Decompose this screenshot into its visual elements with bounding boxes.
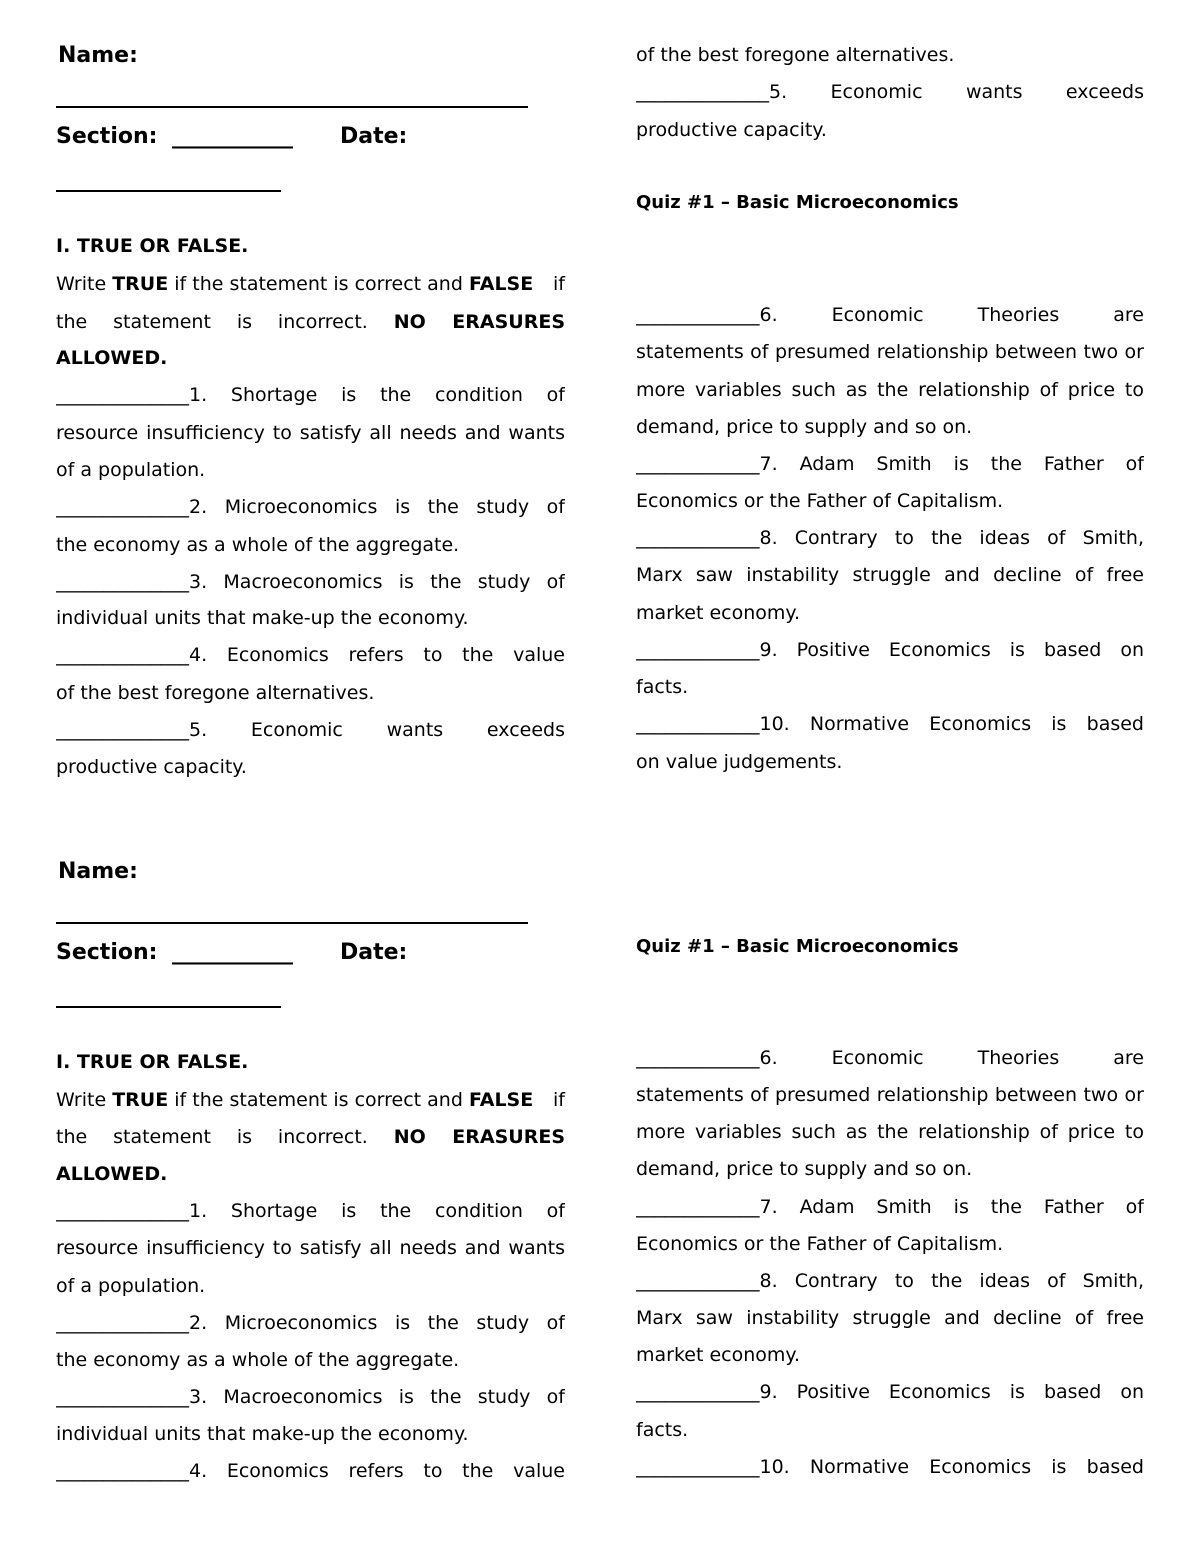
item-7-line-1: _____________7. Adam Smith is the Father of <box>636 1196 1144 1218</box>
date-label: Date: <box>340 940 408 965</box>
item-7-line-2: Economics or the Father of Capitalism. <box>636 1233 1004 1255</box>
section-heading: I. TRUE OR FALSE. <box>56 235 249 257</box>
instr-if: if <box>553 273 565 295</box>
section-blank: ___________ <box>172 940 293 965</box>
date-blank-line <box>56 1006 281 1008</box>
instr-line2: the statement is incorrect. <box>56 311 368 333</box>
name-label: Name: <box>58 859 138 884</box>
instr-true: TRUE <box>112 273 169 295</box>
item-9-line-2: facts. <box>636 676 689 698</box>
item-3-line-1: ______________3. Macroeconomics is the study of <box>56 571 565 593</box>
item-1-line-2: resource insufficiency to satisfy all needs and wants <box>56 422 565 444</box>
item-2-line-1: ______________2. Microeconomics is the study of <box>56 496 565 518</box>
item-6-line-3: more variables such as the relationship of price to <box>636 379 1144 401</box>
item-10-line-1: _____________10. Normative Economics is based <box>636 713 1144 735</box>
item-3-line-1: ______________3. Macroeconomics is the study of <box>56 1386 565 1408</box>
item-9-line-1: _____________9. Positive Economics is based on <box>636 1381 1144 1403</box>
section-heading: I. TRUE OR FALSE. <box>56 1051 249 1073</box>
section-blank: ___________ <box>172 124 293 149</box>
item-5-line-1: ______________5. Economic wants exceeds <box>56 719 565 741</box>
instructions-allowed: ALLOWED. <box>56 347 168 369</box>
item-6-line-4: demand, price to supply and so on. <box>636 1158 973 1180</box>
item-7-line-1: _____________7. Adam Smith is the Father of <box>636 453 1144 475</box>
item-6-line-2: statements of presumed relationship between two or <box>636 1084 1144 1106</box>
item-10-line-2: on value judgements. <box>636 751 843 773</box>
item-2-line-2: the economy as a whole of the aggregate. <box>56 1349 460 1371</box>
item-1-line-3: of a population. <box>56 459 206 481</box>
quiz-title: Quiz #1 – Basic Microeconomics <box>636 192 959 213</box>
item-4-line-2: of the best foregone alternatives. <box>56 682 375 704</box>
item-8-line-2: Marx saw instability struggle and decline of free <box>636 564 1144 586</box>
item-7-line-2: Economics or the Father of Capitalism. <box>636 490 1004 512</box>
item-6-line-3: more variables such as the relationship of price to <box>636 1121 1144 1143</box>
item-8-line-1: _____________8. Contrary to the ideas of Smith, <box>636 1270 1144 1292</box>
item-5-line-1-right: ______________5. Economic wants exceeds <box>636 81 1144 103</box>
item-4-continued: of the best foregone alternatives. <box>636 44 955 66</box>
instructions-line-1 <box>56 272 565 296</box>
instr-no-erasures: NO ERASURES <box>393 311 565 333</box>
instr-no-erasures: NO ERASURES <box>393 1126 565 1148</box>
section-label: Section: <box>56 940 158 965</box>
name-blank-line <box>56 922 528 924</box>
instr-if: if <box>553 1089 565 1111</box>
item-3-line-2: individual units that make-up the economy. <box>56 607 469 629</box>
section-label: Section: <box>56 124 158 149</box>
item-8-line-3: market economy. <box>636 1344 800 1366</box>
quiz-title: Quiz #1 – Basic Microeconomics <box>636 936 959 957</box>
item-1-line-1: ______________1. Shortage is the condition of <box>56 1200 565 1222</box>
name-blank-line <box>56 106 528 108</box>
instructions-line-2 <box>56 1125 565 1149</box>
instructions-allowed: ALLOWED. <box>56 1163 168 1185</box>
instr-write: Write <box>56 273 107 295</box>
date-blank-line <box>56 190 281 192</box>
item-1-line-2: resource insufficiency to satisfy all needs and wants <box>56 1237 565 1259</box>
item-2-line-1: ______________2. Microeconomics is the study of <box>56 1312 565 1334</box>
instr-false: FALSE <box>468 1089 534 1111</box>
item-10-line-1: _____________10. Normative Economics is based <box>636 1456 1144 1478</box>
item-4-line-1: ______________4. Economics refers to the value <box>56 644 565 666</box>
instr-write: Write <box>56 1089 107 1111</box>
item-6-line-2: statements of presumed relationship between two or <box>636 341 1144 363</box>
instr-mid: if the statement is correct and <box>174 1089 463 1111</box>
instr-false: FALSE <box>468 273 534 295</box>
name-label: Name: <box>58 43 138 68</box>
instr-mid: if the statement is correct and <box>174 273 463 295</box>
item-8-line-1: _____________8. Contrary to the ideas of Smith, <box>636 527 1144 549</box>
item-4-line-1: ______________4. Economics refers to the value <box>56 1460 565 1482</box>
item-6-line-1: _____________6. Economic Theories are <box>636 304 1144 326</box>
item-1-line-3: of a population. <box>56 1275 206 1297</box>
item-6-line-1: _____________6. Economic Theories are <box>636 1047 1144 1069</box>
item-9-line-2: facts. <box>636 1419 689 1441</box>
item-3-line-2: individual units that make-up the economy. <box>56 1423 469 1445</box>
item-5-line-2-right: productive capacity. <box>636 119 827 141</box>
item-1-line-1: ______________1. Shortage is the condition of <box>56 384 565 406</box>
instr-line2: the statement is incorrect. <box>56 1126 368 1148</box>
item-6-line-4: demand, price to supply and so on. <box>636 416 973 438</box>
item-2-line-2: the economy as a whole of the aggregate. <box>56 534 460 556</box>
item-8-line-3: market economy. <box>636 602 800 624</box>
instr-true: TRUE <box>112 1089 169 1111</box>
instructions-line-2 <box>56 310 565 334</box>
instructions-line-1 <box>56 1088 565 1112</box>
date-label: Date: <box>340 124 408 149</box>
item-8-line-2: Marx saw instability struggle and decline of free <box>636 1307 1144 1329</box>
item-9-line-1: _____________9. Positive Economics is based on <box>636 639 1144 661</box>
item-5-line-2: productive capacity. <box>56 756 247 778</box>
